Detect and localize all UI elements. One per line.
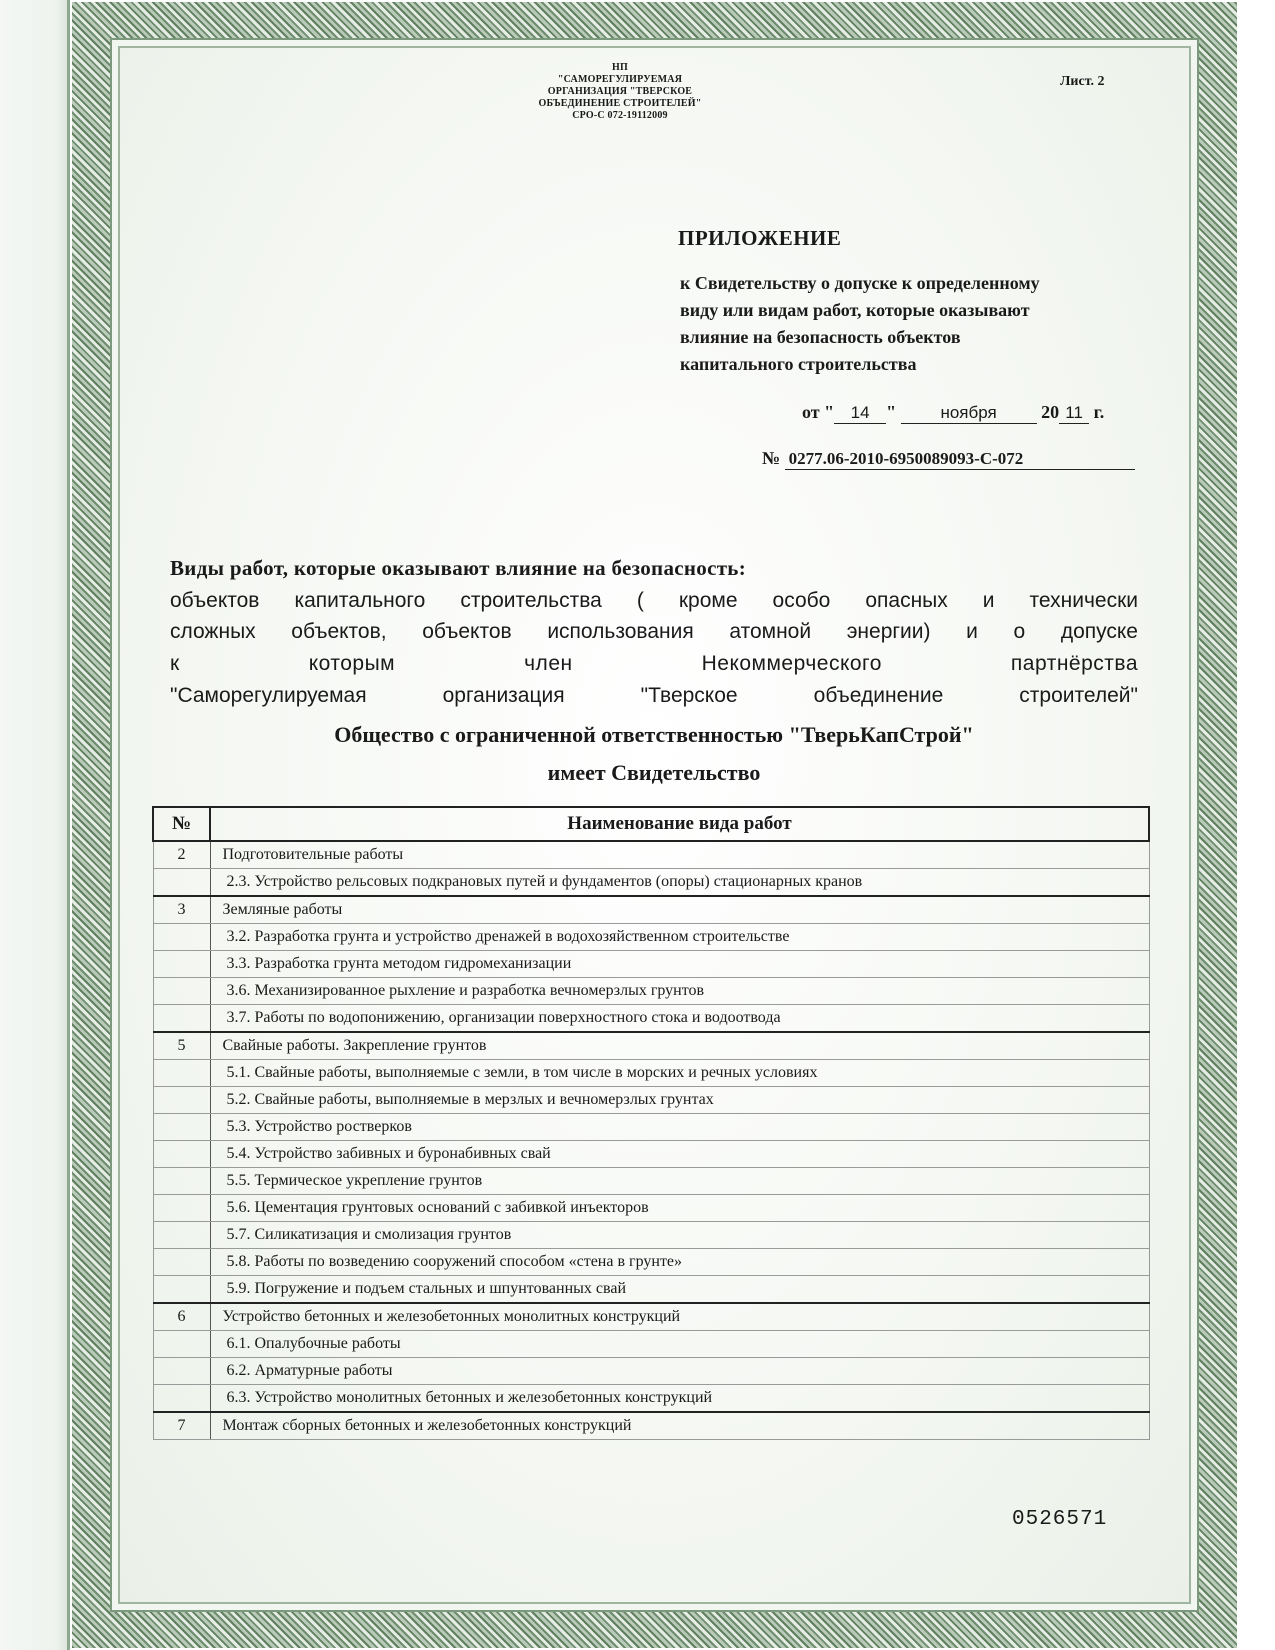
work-name-text: 6.3. Устройство монолитных бетонных и железобетонных конструкций xyxy=(226,1389,713,1406)
work-name-cell xyxy=(210,1331,1149,1358)
date-suffix: г. xyxy=(1093,402,1105,422)
work-name-cell xyxy=(210,1276,1149,1304)
row-number-cell xyxy=(153,951,210,978)
column-header-number: № xyxy=(153,807,210,841)
work-name-cell xyxy=(210,1303,1149,1331)
number-label: № xyxy=(762,448,781,468)
work-name-cell xyxy=(210,978,1149,1005)
row-number-cell xyxy=(153,1331,210,1358)
table-row xyxy=(153,869,1149,897)
work-name-text: 3.2. Разработка грунта и устройство дренажей в водохозяйственном строительстве xyxy=(226,928,790,945)
row-number-cell xyxy=(153,1060,210,1087)
org-header-line: "САМОРЕГУЛИРУЕМАЯ xyxy=(557,74,683,85)
row-number-cell xyxy=(153,1276,210,1304)
table-row-group xyxy=(153,1412,1149,1440)
previous-page-edge xyxy=(0,0,70,1650)
intro-text-line: "Саморегулируемая организация "Тверское объединение строителей" xyxy=(170,684,1138,707)
work-name-cell xyxy=(210,1358,1149,1385)
sheet-number: Лист. 2 xyxy=(1060,74,1105,89)
number-value: 0277.06-2010-6950089093-С-072 xyxy=(785,449,1135,470)
work-name-text: 5.5. Термическое укрепление грунтов xyxy=(226,1172,483,1189)
work-name-cell xyxy=(210,1249,1149,1276)
row-number-cell xyxy=(153,1168,210,1195)
work-name-text: Устройство бетонных и железобетонных монолитных конструкций xyxy=(222,1308,681,1325)
row-number-cell: 7 xyxy=(153,1412,210,1440)
table-row xyxy=(153,1005,1149,1033)
row-number-cell: 2 xyxy=(153,841,210,869)
annex-description-line: влияние на безопасность объектов xyxy=(680,327,961,347)
date-day: 14 xyxy=(834,403,886,424)
table-row xyxy=(153,1358,1149,1385)
org-header-line: СРО-С 072-19112009 xyxy=(572,110,668,121)
row-number-cell: 6 xyxy=(153,1303,210,1331)
work-name-cell xyxy=(210,1195,1149,1222)
company-name: Общество с ограниченной ответственностью "ТверьКапСтрой" xyxy=(334,722,974,747)
row-number-cell xyxy=(153,1195,210,1222)
table-row-group xyxy=(153,841,1149,869)
table-row-group xyxy=(153,1303,1149,1331)
work-name-text: 5.1. Свайные работы, выполняемые с земли, в том числе в морских и речных условиях xyxy=(226,1064,818,1081)
row-number-cell xyxy=(153,978,210,1005)
work-name-text: Подготовительные работы xyxy=(222,846,404,863)
serial-number: 0526571 xyxy=(1012,1508,1108,1531)
table-row xyxy=(153,1276,1149,1304)
org-header-line: ОРГАНИЗАЦИЯ "ТВЕРСКОЕ xyxy=(547,86,693,97)
work-name-text: 3.7. Работы по водопонижению, организации поверхностного стока и водоотвода xyxy=(226,1009,781,1026)
work-name-cell xyxy=(210,1087,1149,1114)
has-certificate-text: имеет Свидетельство xyxy=(547,760,761,785)
row-number-cell xyxy=(153,869,210,897)
table-row xyxy=(153,1249,1149,1276)
work-name-text: Земляные работы xyxy=(222,901,343,918)
works-table xyxy=(152,806,1150,1440)
work-name-cell xyxy=(210,1005,1149,1033)
work-name-text: 5.2. Свайные работы, выполняемые в мерзлых и вечномерзлых грунтах xyxy=(226,1091,714,1108)
table-row xyxy=(153,1114,1149,1141)
work-name-text: 5.7. Силикатизация и смолизация грунтов xyxy=(226,1226,512,1243)
row-number-cell xyxy=(153,1249,210,1276)
work-name-text: 5.9. Погружение и подъем стальных и шпунтованных свай xyxy=(226,1280,627,1297)
work-name-cell xyxy=(210,1141,1149,1168)
annex-description-line: к Свидетельству о допуске к определенному xyxy=(680,273,1040,293)
work-name-text: 3.3. Разработка грунта методом гидромеханизации xyxy=(226,955,572,972)
column-header-name: Наименование вида работ xyxy=(210,807,1149,841)
row-number-cell: 3 xyxy=(153,896,210,924)
work-name-cell xyxy=(210,869,1149,897)
work-name-text: 5.8. Работы по возведению сооружений способом «стена в грунте» xyxy=(226,1253,683,1270)
row-number-cell xyxy=(153,1222,210,1249)
row-number-cell xyxy=(153,1358,210,1385)
organization-stamp-header xyxy=(500,62,740,122)
intro-text-line: объектов капитального строительства ( кроме особо опасных и технически xyxy=(170,589,1138,612)
work-name-cell xyxy=(210,1412,1149,1440)
certificate-number xyxy=(762,448,1135,470)
table-row xyxy=(153,978,1149,1005)
work-name-text: 5.3. Устройство ростверков xyxy=(226,1118,412,1135)
table-row xyxy=(153,1385,1149,1413)
row-number-cell xyxy=(153,1141,210,1168)
intro-text-line: сложных объектов, объектов использования атомной энергии) и о допуске xyxy=(170,620,1138,643)
date-year-prefix: 20 xyxy=(1041,402,1060,422)
work-name-text: 2.3. Устройство рельсовых подкрановых путей и фундаментов (опоры) стационарных кранов xyxy=(226,873,863,890)
date-month: ноября xyxy=(901,403,1037,424)
table-row xyxy=(153,1141,1149,1168)
date-quote: " xyxy=(886,402,897,422)
row-number-cell xyxy=(153,924,210,951)
work-name-text: 5.6. Цементация грунтовых оснований с забивкой инъекторов xyxy=(226,1199,649,1216)
works-table-body xyxy=(153,841,1149,1440)
date-prefix: от " xyxy=(802,402,835,422)
table-row xyxy=(153,1222,1149,1249)
works-heading: Виды работ, которые оказывают влияние на безопасность: xyxy=(170,556,747,580)
table-row xyxy=(153,1087,1149,1114)
work-name-cell xyxy=(210,1060,1149,1087)
table-row xyxy=(153,1168,1149,1195)
table-row xyxy=(153,1060,1149,1087)
work-name-text: Свайные работы. Закрепление грунтов xyxy=(222,1037,487,1054)
table-header-row xyxy=(153,807,1149,841)
table-row-group xyxy=(153,1032,1149,1060)
intro-text-line: к которым член Некоммерческого партнёрства xyxy=(170,652,1138,675)
work-name-cell xyxy=(210,1385,1149,1413)
work-name-cell xyxy=(210,1168,1149,1195)
work-name-text: 6.1. Опалубочные работы xyxy=(226,1335,401,1352)
row-number-cell xyxy=(153,1385,210,1413)
annex-description xyxy=(680,270,1150,378)
work-name-cell xyxy=(210,841,1149,869)
work-name-text: 6.2. Арматурные работы xyxy=(226,1362,393,1379)
work-name-cell xyxy=(210,896,1149,924)
date-year-suffix: 11 xyxy=(1059,403,1089,424)
work-name-text: Монтаж сборных бетонных и железобетонных конструкций xyxy=(222,1417,632,1434)
annex-description-line: капитального строительства xyxy=(680,354,917,374)
row-number-cell: 5 xyxy=(153,1032,210,1060)
annex-title: ПРИЛОЖЕНИЕ xyxy=(678,226,842,250)
row-number-cell xyxy=(153,1005,210,1033)
org-header-line: НП xyxy=(612,62,628,73)
table-row xyxy=(153,924,1149,951)
table-row xyxy=(153,1331,1149,1358)
annex-description-line: виду или видам работ, которые оказывают xyxy=(680,300,1030,320)
work-name-cell xyxy=(210,1222,1149,1249)
table-row xyxy=(153,1195,1149,1222)
org-header-line: ОБЪЕДИНЕНИЕ СТРОИТЕЛЕЙ" xyxy=(538,98,702,109)
row-number-cell xyxy=(153,1087,210,1114)
work-name-text: 3.6. Механизированное рыхление и разработка вечномерзлых грунтов xyxy=(226,982,705,999)
table-row xyxy=(153,951,1149,978)
work-name-cell xyxy=(210,924,1149,951)
issue-date xyxy=(802,402,1104,424)
work-name-text: 5.4. Устройство забивных и буронабивных свай xyxy=(226,1145,551,1162)
work-name-cell xyxy=(210,1114,1149,1141)
row-number-cell xyxy=(153,1114,210,1141)
table-row-group xyxy=(153,896,1149,924)
work-name-cell xyxy=(210,1032,1149,1060)
work-name-cell xyxy=(210,951,1149,978)
